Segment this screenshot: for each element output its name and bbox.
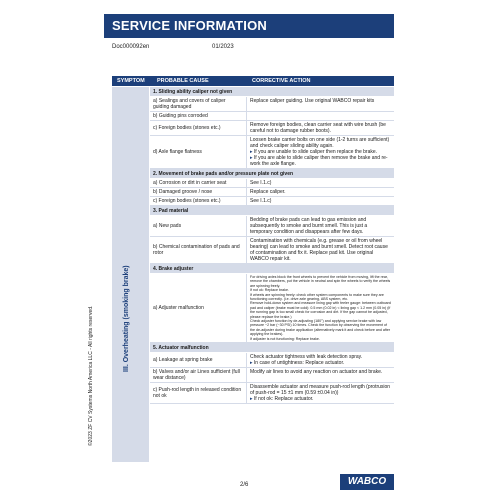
page-title: SERVICE INFORMATION [104, 14, 394, 38]
corrective-action-line: Modify air lines to avoid any reaction on actuator and brake. [250, 369, 383, 376]
table-row [150, 97, 394, 112]
corrective-action-line: If wheels are spinning freely: check other system components to make sure they are functioning correctly. (i.e. drive axle gearing, ABS system, etc. [250, 292, 384, 302]
probable-cause-cell: a) Corrosion or dirt in carrier seat [150, 179, 247, 187]
corrective-action-line: If not ok: Replace brake. [250, 288, 289, 293]
corrective-action-line: Check adjuster function by de-adjusting (180°) and applying service brake with low pressure ~2 bar (~30 PSI) 10 times. Check the function by observing the movement of the de-adjuster during brake application (alternatively mark it and check before and after applying the brakes). [250, 319, 391, 337]
table-row [150, 368, 394, 383]
section-heading: 3. Pad material [150, 206, 394, 216]
wabco-logo: WABCO [340, 474, 394, 490]
probable-cause-cell: b) Chemical contamination of pads and rotor [150, 237, 247, 263]
probable-cause-cell: a) New pads [150, 216, 247, 236]
table-row [150, 197, 394, 206]
corrective-action-line: Loosen brake carrier bolts on one side (1-2 turns are sufficient) and check caliper sliding ability again. [250, 137, 390, 149]
corrective-action-cell [247, 97, 394, 111]
corrective-action-cell [247, 136, 394, 168]
corrective-action-cell [247, 237, 394, 263]
corrective-action-line: If adjuster is not functioning: Replace brake. [250, 336, 320, 341]
document-number: Doc000092en [112, 44, 150, 50]
corrective-action-line: Remove foreign bodies, clean carrier seat with wire brush (be careful not to damage rubber boots). [250, 122, 386, 134]
corrective-action-line: See I.1.c) [250, 180, 272, 186]
corrective-action-line: ▸ In case of untightness: Replace actuator. [250, 360, 391, 366]
table-row [150, 237, 394, 264]
section-heading: 5. Actuator malfunction [150, 343, 394, 353]
corrective-action-line: Bedding of brake pads can lead to gas emission and subsequently to smoke and burnt smell. This is just a temporary condition and disappears after few days. [250, 217, 368, 235]
probable-cause-cell: c) Foreign bodies (stones etc.) [150, 197, 247, 205]
corrective-action-cell [247, 383, 394, 403]
probable-cause-cell: a) Adjuster malfunction [150, 274, 247, 342]
probable-cause-cell: b) Guiding pins corroded [150, 112, 247, 120]
corrective-action-line: Replace caliper. [250, 189, 286, 195]
table-row [150, 179, 394, 188]
document-date: 01/2023 [212, 44, 234, 50]
page-number: 2/6 [240, 482, 249, 488]
corrective-action-line: See I.1.c) [250, 198, 272, 204]
troubleshooting-table [150, 87, 394, 404]
corrective-action-cell [247, 353, 394, 367]
corrective-action-line: ▸ If you are able to slide caliper then remove the brake and re-work the axle flange. [250, 155, 391, 167]
corrective-action-line: Replace caliper guiding. Use original WABCO repair kits [250, 98, 375, 104]
corrective-action-cell [247, 188, 394, 196]
probable-cause-cell: b) Damaged groove / nose [150, 188, 247, 196]
corrective-action-line: Disassemble actuator and measure push-rod length (protrusion of push-rod = 15 ±1 mm (0.59 ±0.04 in)) [250, 384, 391, 397]
corrective-action-cell [247, 197, 394, 205]
corrective-action-line: For driving axles block the front wheels to prevent the vehicle from moving, lift the rear, remove the chambers, put the vehicle in neutral and spin the wheels to verify the wheels are spinning freely. [250, 275, 391, 288]
corrective-action-line: ▸ If not ok: Replace actuator. [250, 396, 391, 402]
section-heading: 1. Sliding ability caliper not given [150, 87, 394, 97]
section-heading: 2. Movement of brake pads and/or pressure plate not given [150, 169, 394, 179]
corrective-action-line: Contamination with chemicals (e.g. grease or oil from wheel bearing) can lead to smoke and burnt smell. Detect root cause of contamination and fix it. Replace pad kit. Use original WABCO repair kit. [250, 238, 388, 262]
table-row [150, 121, 394, 136]
corrective-action-cell [247, 121, 394, 135]
corrective-action-line: Remove hold-down system and measure lining gap with feeler gauge: between outboard pad and caliper (brake must be cold): 0.5 mm (0.02 in) < lining gap < 1.2 mm (0.05 in) (if the running gap is too small check for corrosion and dirt. If the gap cannot be adjusted, please replace the brake.) [250, 301, 391, 319]
table-row [150, 383, 394, 404]
table-row [150, 188, 394, 197]
corrective-action-cell [247, 112, 394, 120]
probable-cause-cell: c) Foreign bodies (stones etc.) [150, 121, 247, 135]
copyright-notice: ©2023 ZF CV Systems North America LLC - All rights reserved. [88, 305, 94, 446]
corrective-action-cell [247, 368, 394, 382]
corrective-action-cell [247, 179, 394, 187]
probable-cause-cell: c) Push-rod length in released condition not ok [150, 383, 247, 403]
corrective-action-cell [247, 274, 394, 342]
column-header-action: CORRECTIVE ACTION [252, 78, 311, 84]
table-row [150, 216, 394, 237]
probable-cause-cell: d) Axle flange flatness [150, 136, 247, 168]
table-row [150, 112, 394, 121]
corrective-action-line: Check actuator tightness with leak detection spray. [250, 354, 363, 361]
probable-cause-cell: a) Leakage at spring brake [150, 353, 247, 367]
section-heading: 4. Brake adjuster [150, 264, 394, 274]
table-row [150, 274, 394, 343]
probable-cause-cell: a) Sealings and covers of caliper guiding damaged [150, 97, 247, 111]
table-row [150, 136, 394, 169]
probable-cause-cell: b) Valves and/or air Lines sufficient (full wear distance) [150, 368, 247, 382]
corrective-action-cell [247, 216, 394, 236]
column-header-symptom: SYMPTOM [117, 78, 145, 84]
corrective-action-line: ▸ If you are unable to slide caliper then replace the brake. [250, 149, 391, 155]
table-row [150, 353, 394, 368]
table-header [112, 76, 394, 86]
column-header-cause: PROBABLE CAUSE [157, 78, 209, 84]
symptom-label: III. Overheating (smoking brake) [123, 265, 130, 372]
